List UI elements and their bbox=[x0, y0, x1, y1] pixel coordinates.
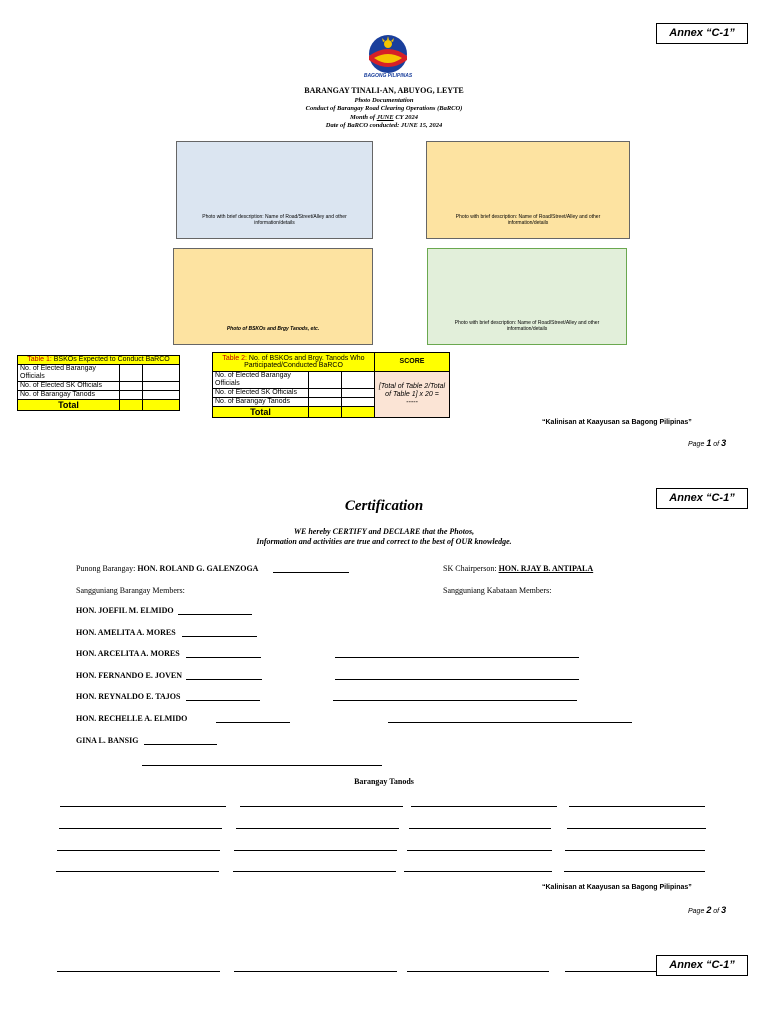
annex-label: Annex “C-1” bbox=[656, 23, 748, 44]
motto-page1: “Kalinisan at Kaayusan sa Bagong Pilipinas” bbox=[542, 419, 692, 426]
table2-cell bbox=[309, 407, 342, 418]
signature-line bbox=[567, 828, 706, 829]
signature-line bbox=[144, 744, 217, 745]
table1-cell bbox=[120, 400, 143, 411]
table1-row-label: No. of Elected SK Officials bbox=[18, 382, 120, 391]
table-row bbox=[18, 391, 180, 400]
header-title: BARANGAY TINALI-AN, ABUYOG, LEYTE bbox=[304, 86, 464, 95]
sk-members-label: Sangguniang Kabataan Members: bbox=[443, 586, 552, 595]
signature-line bbox=[564, 871, 705, 872]
member-name: HON. AMELITA A. MORES bbox=[76, 628, 176, 637]
punong-name: HON. ROLAND G. GALENZOGA bbox=[137, 564, 259, 573]
sk-name: HON. RJAY B. ANTIPALA bbox=[498, 564, 594, 573]
sk-label: SK Chairperson: bbox=[443, 564, 499, 573]
member-name: HON. REYNALDO E. TAJOS bbox=[76, 692, 181, 701]
signature-line bbox=[404, 871, 552, 872]
signature-line bbox=[56, 871, 219, 872]
table2-total: Total bbox=[213, 407, 309, 418]
table2-score-value: ----- bbox=[406, 398, 418, 406]
photo-placeholder-4: Photo with brief description: Name of Road/Street/Alley and other information/details bbox=[427, 248, 627, 345]
header-month bbox=[0, 114, 768, 121]
header-date: Date of BaRCO conducted: JUNE 15, 2024 bbox=[325, 122, 443, 129]
signature-line bbox=[186, 679, 262, 680]
table2-score-formula: [Total of Table 2/Total of Table 1] x 20 = bbox=[378, 382, 446, 398]
month-value: JUNE bbox=[376, 114, 394, 121]
page-word: Page bbox=[688, 441, 705, 448]
tanods-label: Barangay Tanods bbox=[354, 777, 414, 786]
table-row bbox=[18, 382, 180, 391]
signature-line bbox=[565, 850, 705, 851]
table2-cell bbox=[342, 372, 375, 389]
page-total: 3 bbox=[721, 905, 727, 915]
table2-cell bbox=[309, 398, 342, 407]
table2-caption-prefix: Table 2: bbox=[222, 355, 247, 362]
table1-cell bbox=[143, 400, 180, 411]
month-prefix: Month of bbox=[349, 114, 377, 121]
signature-line bbox=[182, 636, 257, 637]
table2-row-label: No. of Barangay Tanods bbox=[213, 398, 309, 407]
page-current: 2 bbox=[706, 905, 712, 915]
signature-line bbox=[335, 657, 579, 658]
table1-row-label: No. of Barangay Tanods bbox=[18, 391, 120, 400]
signature-line bbox=[142, 765, 382, 766]
table1-caption bbox=[18, 356, 180, 365]
header-line1: Photo Documentation bbox=[354, 97, 414, 104]
page-word: Page bbox=[688, 908, 705, 915]
photo-placeholder-1: Photo with brief description: Name of Road/Street/Alley and other information/details bbox=[176, 141, 373, 239]
signature-line bbox=[178, 614, 252, 615]
signature-line bbox=[409, 828, 551, 829]
table2-cell bbox=[342, 389, 375, 398]
certification-line2: Information and activities are true and correct to the best of OUR knowledge. bbox=[256, 537, 512, 546]
member-name: GINA L. BANSIG bbox=[76, 736, 139, 745]
signature-line bbox=[240, 806, 403, 807]
signature-line bbox=[569, 806, 705, 807]
photo-placeholder-2: Photo with brief description: Name of Road/Street/Alley and other information/details bbox=[426, 141, 630, 239]
of-word: of bbox=[713, 441, 720, 448]
signature-line bbox=[60, 806, 226, 807]
photo-placeholder-3: Photo of BSKOs and Brgy Tanods, etc. bbox=[173, 248, 373, 345]
signature-line bbox=[411, 806, 557, 807]
signature-line bbox=[236, 828, 399, 829]
signature-line bbox=[333, 700, 577, 701]
signature-line bbox=[57, 850, 220, 851]
signature-line bbox=[186, 657, 261, 658]
signature-line bbox=[273, 572, 349, 573]
member-name: HON. JOEFIL M. ELMIDO bbox=[76, 606, 174, 615]
table1-cell bbox=[120, 365, 143, 382]
table1-cell bbox=[120, 382, 143, 391]
signature-line bbox=[216, 722, 290, 723]
signature-line bbox=[186, 700, 260, 701]
member-name: HON. ARCELITA A. MORES bbox=[76, 649, 180, 658]
logo-text: BAGONG PILIPINAS bbox=[363, 73, 413, 79]
table1-cell bbox=[120, 391, 143, 400]
table2-cell bbox=[342, 398, 375, 407]
table1-caption-text: BSKOs Expected to Conduct BaRCO bbox=[51, 356, 170, 363]
sk-chairperson bbox=[443, 564, 593, 573]
table1-cell bbox=[143, 365, 180, 382]
table1-row-label: No. of Elected Barangay Officials bbox=[18, 365, 120, 382]
motto-page2: “Kalinisan at Kaayusan sa Bagong Pilipinas” bbox=[542, 884, 692, 891]
of-word: of bbox=[713, 908, 720, 915]
table-1 bbox=[17, 355, 180, 411]
table1-cell bbox=[143, 382, 180, 391]
table-row bbox=[213, 372, 450, 389]
table-row bbox=[18, 365, 180, 382]
sb-members-label: Sangguniang Barangay Members: bbox=[76, 586, 185, 595]
table2-row-label: No. of Elected Barangay Officials bbox=[213, 372, 309, 389]
table2-cell bbox=[342, 407, 375, 418]
signature-line bbox=[57, 971, 220, 972]
header-line2: Conduct of Barangay Road Clearing Operations (BaRCO) bbox=[305, 105, 463, 112]
certification-line1: WE hereby CERTIFY and DECLARE that the Photos, bbox=[293, 527, 475, 536]
page-current: 1 bbox=[706, 438, 712, 448]
signature-line bbox=[234, 850, 397, 851]
table2-row-label: No. of Elected SK Officials bbox=[213, 389, 309, 398]
signature-line bbox=[234, 971, 397, 972]
certification-title: Certification bbox=[344, 498, 424, 514]
signature-line bbox=[407, 971, 549, 972]
signature-line bbox=[407, 850, 552, 851]
punong-barangay bbox=[76, 564, 258, 573]
annex-label: Annex “C-1” bbox=[656, 488, 748, 509]
table2-caption bbox=[213, 353, 375, 372]
signature-line bbox=[388, 722, 632, 723]
member-name: HON. RECHELLE A. ELMIDO bbox=[76, 714, 188, 723]
table2-cell bbox=[309, 389, 342, 398]
signature-line bbox=[233, 871, 396, 872]
table1-cell bbox=[143, 391, 180, 400]
member-name: HON. FERNANDO E. JOVEN bbox=[76, 671, 183, 680]
page-total: 3 bbox=[721, 438, 727, 448]
table2-caption-text: No. of BSKOs and Brgy. Tanods Who Participated/Conducted BaRCO bbox=[244, 355, 365, 369]
table2-cell bbox=[309, 372, 342, 389]
punong-label: Punong Barangay: bbox=[76, 564, 138, 573]
table2-score-cell bbox=[375, 372, 450, 418]
page-number-1 bbox=[688, 438, 726, 448]
signature-line bbox=[59, 828, 222, 829]
table1-caption-prefix: Table 1: bbox=[27, 356, 52, 363]
signature-line bbox=[335, 679, 579, 680]
table1-total: Total bbox=[18, 400, 120, 411]
month-suffix: CY 2024 bbox=[393, 114, 419, 121]
table2-score-header: SCORE bbox=[375, 353, 450, 372]
annex-label: Annex “C-1” bbox=[656, 955, 748, 976]
table-2 bbox=[212, 352, 450, 418]
page-number-2 bbox=[688, 905, 726, 915]
